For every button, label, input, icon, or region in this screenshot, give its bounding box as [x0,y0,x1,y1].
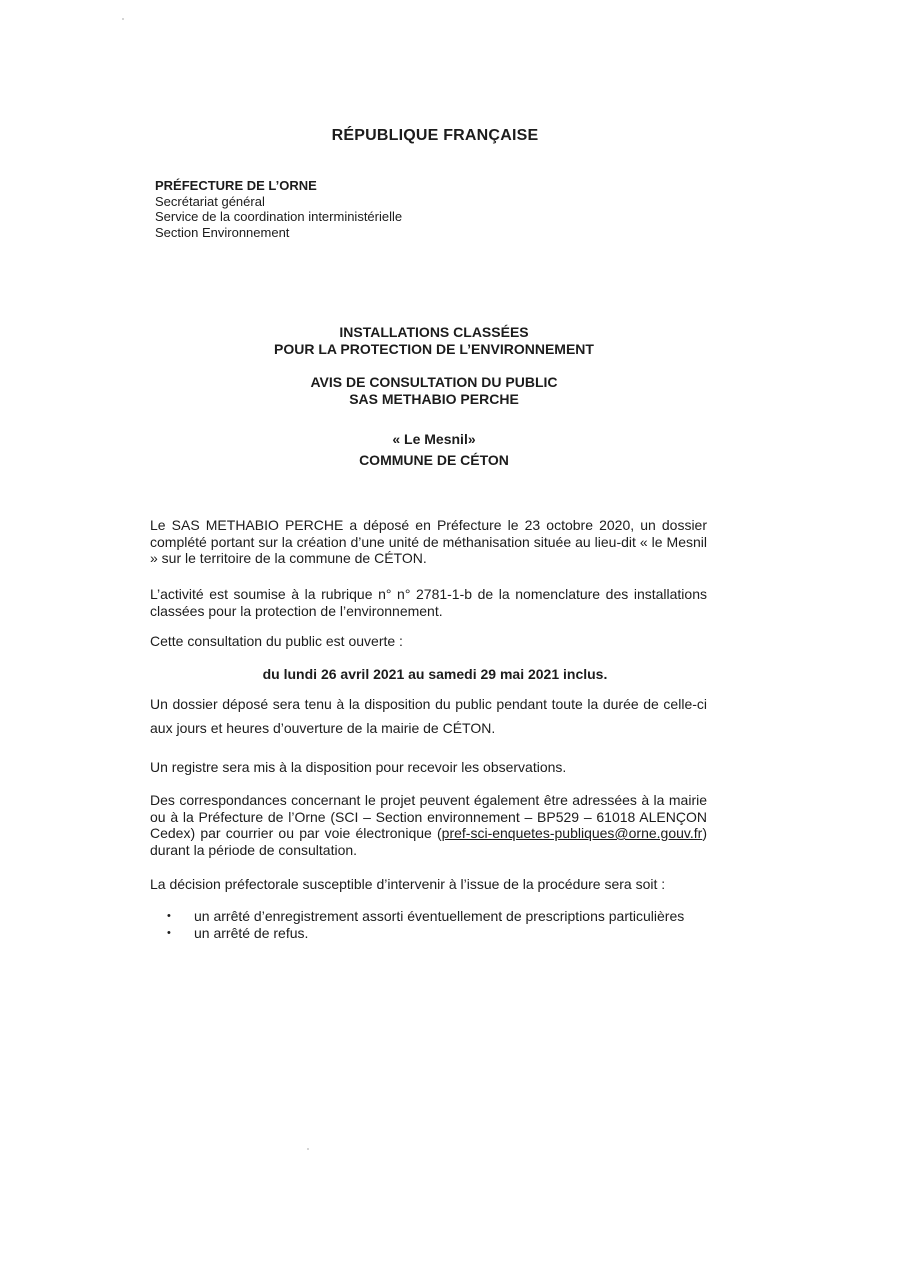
paragraph-decision: La décision préfectorale susceptible d’intervenir à l’issue de la procédure sera soit : [150,876,666,892]
paragraph-ouverture: Cette consultation du public est ouverte : [150,633,403,649]
paragraph-correspondances [150,792,707,858]
title-line: POUR LA PROTECTION DE L’ENVIRONNEMENT [274,340,594,357]
title-lieu [0,429,868,471]
republique-heading: RÉPUBLIQUE FRANÇAISE [331,127,539,144]
title-line: COMMUNE DE CÉTON [359,452,509,468]
decision-list [167,908,684,941]
scan-speck [307,1148,309,1150]
correspondances-text-end: ) durant la période de consultation. [150,825,707,858]
header-line: Service de la coordination interministérielle [155,209,403,224]
email-link[interactable]: pref-sci-enquetes-publiques@orne.gouv.fr [441,825,703,841]
correspondances-text: Des correspondances concernant le projet peuvent également être adressées à la mairie ou à la Préfecture de l’Orne (SCI – Section environnement – BP529 – 61018 ALENÇON Cedex) par courrier ou par voie électronique ( [150,792,707,841]
title-line: AVIS DE CONSULTATION DU PUBLIC [310,374,558,390]
prefecture-name: PRÉFECTURE DE L’ORNE [155,178,317,193]
list-item: • un arrêté de refus. [167,925,684,942]
title-line: SAS METHABIO PERCHE [349,390,519,407]
list-item: • un arrêté d’enregistrement assorti éventuellement de prescriptions particulières [167,908,684,925]
header-line: Secrétariat général [155,193,265,209]
paragraph-depot: Le SAS METHABIO PERCHE a déposé en Préfecture le 23 octobre 2020, un dossier complété portant sur la création d’une unité de méthanisation située au lieu-dit « le Mesnil » sur le territoire de la commune de CÉTON. [150,517,707,566]
title-installations [0,324,868,357]
prefecture-header [155,178,402,240]
scan-speck [122,18,124,20]
title-avis [0,374,868,407]
paragraph-rubrique: L’activité est soumise à la rubrique n° n° 2781-1-b de la nomenclature des installations classées pour la protection de l’environnement. [150,586,707,619]
header-line: Section Environnement [155,224,290,240]
paragraph-registre: Un registre sera mis à la disposition pour recevoir les observations. [150,759,567,775]
paragraph-dossier: Un dossier déposé sera tenu à la disposition du public pendant toute la durée de celle-ci aux jours et heures d’ouverture de la mairie de CÉTON. [150,696,707,736]
title-line: « Le Mesnil» [392,431,476,447]
title-line: INSTALLATIONS CLASSÉES [339,324,529,340]
consultation-dates: du lundi 26 avril 2021 au samedi 29 mai 2021 inclus. [262,666,608,682]
